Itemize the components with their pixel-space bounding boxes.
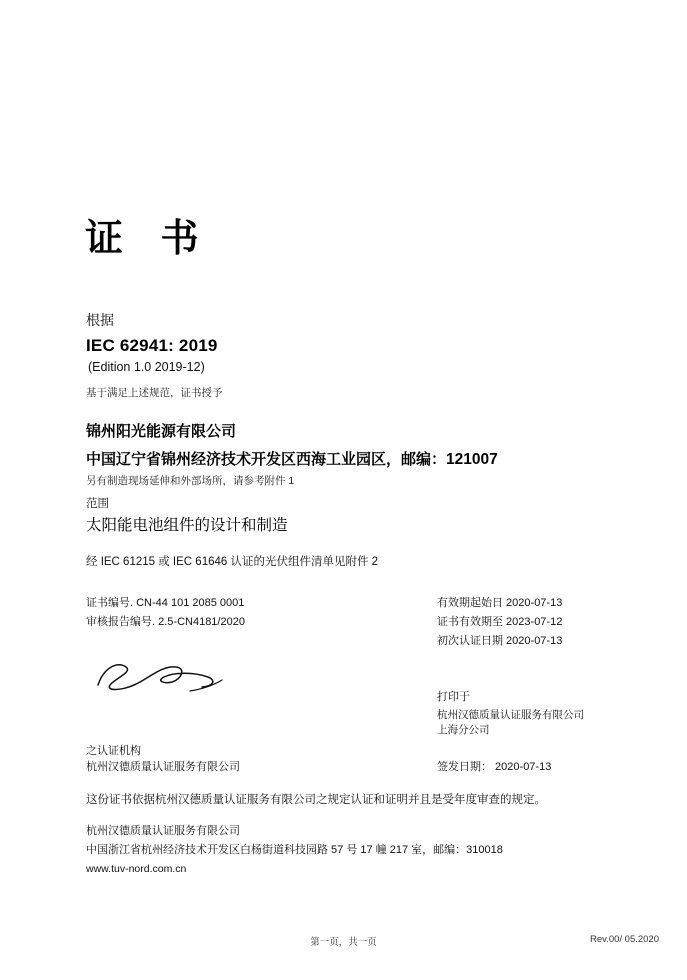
certification-statement: 这份证书依据杭州汉德质量认证服务有限公司之规定认证和证明并且是受年度审查的规定。 <box>86 794 546 806</box>
address-zip: 121007 <box>446 451 498 468</box>
printed-at-company: 杭州汉德质量认证服务有限公司 <box>437 709 584 721</box>
printed-at-block <box>437 690 584 738</box>
certificate-holder-address <box>86 448 498 469</box>
page-title: 证 书 <box>85 218 213 260</box>
issuer-label: 之认证机构 <box>86 745 141 757</box>
initial-certification-date: 初次认证日期 2020-07-13 <box>437 635 563 647</box>
scope-label: 范围 <box>86 498 109 510</box>
standard-reference: IEC 62941: 2019 <box>86 336 218 355</box>
certificate-details-left <box>86 594 386 632</box>
signature-image <box>90 655 230 700</box>
signature-date: 签发日期： 2020-07-13 <box>437 761 552 773</box>
valid-from-date: 有效期起始日 2020-07-13 <box>437 597 563 609</box>
valid-until-date: 证书有效期至 2023-07-12 <box>437 616 563 628</box>
certificate-number: 证书编号. CN-44 101 2085 0001 <box>86 597 245 609</box>
certificate-holder-name: 锦州阳光能源有限公司 <box>86 423 237 440</box>
revision-label: Rev.00/ 05.2020 <box>589 934 659 945</box>
footer-address: 中国浙江省杭州经济技术开发区白杨街道科技园路 57 号 17 幢 217 室，邮编：310018 <box>86 844 503 856</box>
footer-address-block <box>86 822 503 879</box>
issuer-name: 杭州汉德质量认证服务有限公司 <box>86 761 240 773</box>
audit-report-number: 审核报告编号. 2.5-CN4181/2020 <box>86 616 245 628</box>
footer-company: 杭州汉德质量认证服务有限公司 <box>86 825 240 837</box>
granted-note: 基于满足上述规范，证书授予 <box>86 387 223 399</box>
printed-at-label: 打印于 <box>437 691 470 703</box>
certified-products-note: 经 IEC 61215 或 IEC 61646 认证的光伏组件清单见附件 2 <box>86 556 379 568</box>
standard-edition: (Edition 1.0 2019-12) <box>88 360 205 374</box>
certificate-details-right <box>437 594 667 651</box>
page-number: 第一页，共一页 <box>310 937 377 948</box>
annex-note: 另有制造现场延伸和外部场所，请参考附件 1 <box>86 475 295 487</box>
basis-label: 根据 <box>86 312 114 328</box>
scope-text: 太阳能电池组件的设计和制造 <box>86 517 288 534</box>
printed-at-branch: 上海分公司 <box>437 724 490 736</box>
address-text: 中国辽宁省锦州经济技术开发区西海工业园区，邮编： <box>86 451 447 468</box>
footer-website: www.tuv-nord.com.cn <box>86 863 187 875</box>
